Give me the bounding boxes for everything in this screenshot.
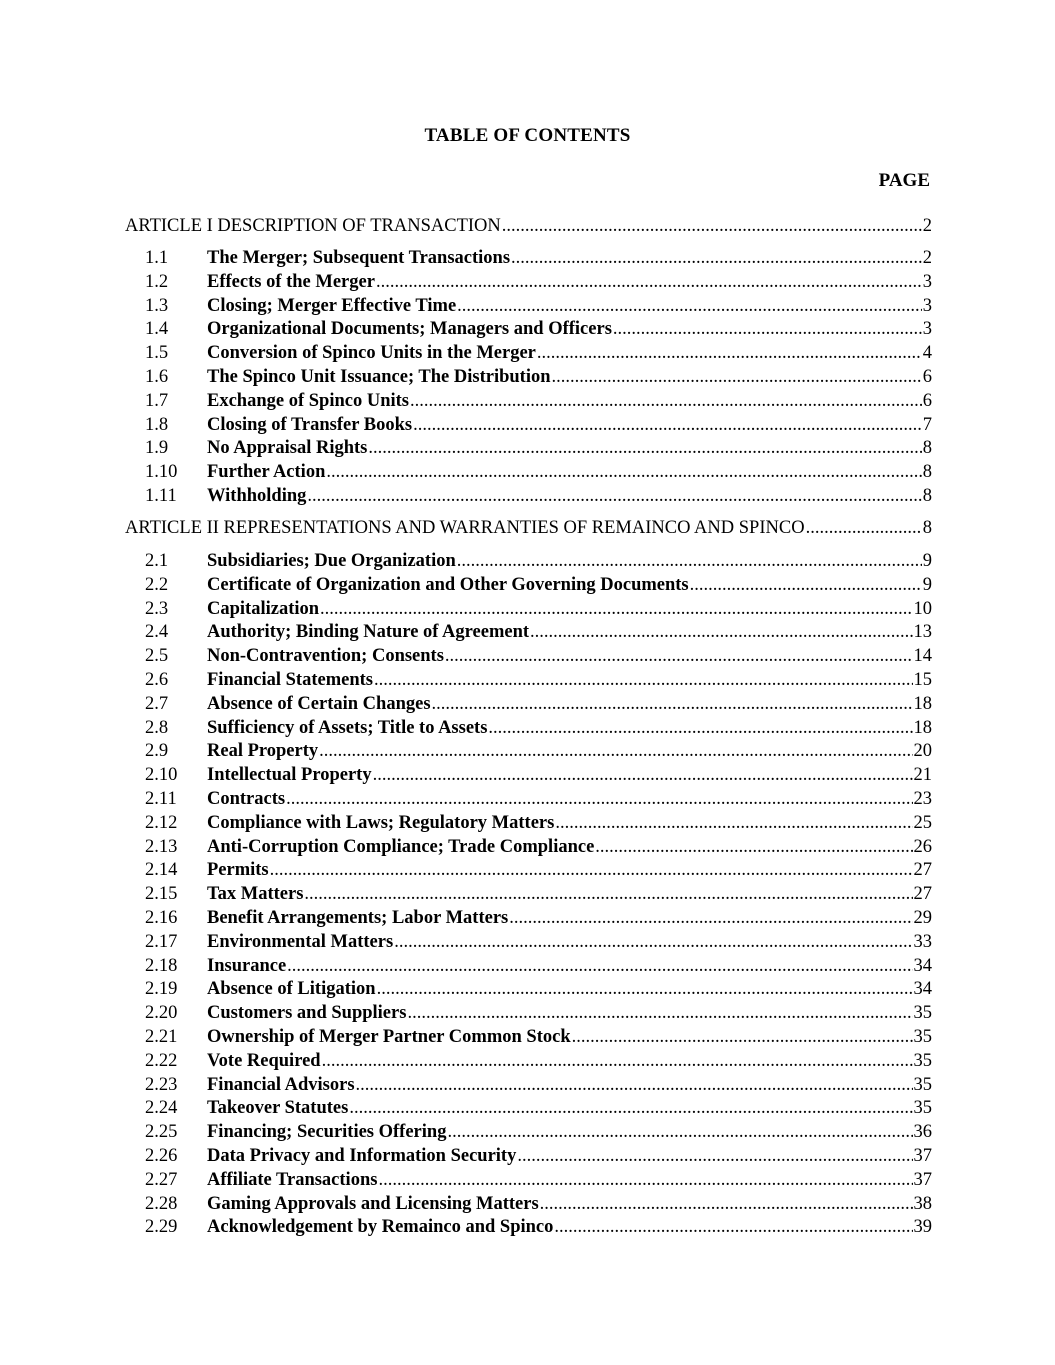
toc-section-entry[interactable] [125,811,932,835]
section-number: 2.6 [145,670,169,690]
page-number: 8 [922,462,932,483]
section-title: Data Privacy and Information Security [207,1146,517,1166]
section-title: Organizational Documents; Managers and Officers [207,319,612,340]
toc-section-entry[interactable] [125,620,932,644]
section-number: 1.3 [145,295,169,316]
page-number: 26 [913,836,932,857]
page-number: 9 [922,574,932,595]
page-number: 37 [913,1146,932,1166]
page-number: 33 [913,931,932,952]
toc-section-entry[interactable] [125,549,932,573]
toc-section-entry[interactable] [125,1096,932,1120]
toc-section-entry[interactable] [125,389,932,413]
dot-leader [537,341,922,365]
section-title: Certificate of Organization and Other Governing Documents [207,574,689,595]
section-title: Permits [207,860,269,881]
toc-section-entry[interactable] [125,668,932,692]
dot-leader [445,644,913,668]
toc-section-entry[interactable] [125,1144,932,1168]
section-number: 1.2 [145,271,169,292]
dot-leader [378,1168,912,1192]
dot-leader [690,573,922,597]
section-number: 2.10 [145,765,178,786]
section-number: 2.14 [145,860,178,881]
page-number: 35 [913,1003,932,1024]
page-number: 10 [913,598,932,619]
page-number: 35 [913,1074,932,1095]
section-title: Closing of Transfer Books [207,414,413,435]
dot-leader [374,668,913,692]
page-number: 23 [913,789,932,809]
dot-leader [530,620,912,644]
dot-leader [552,365,922,389]
section-title: Non-Contravention; Consents [207,646,444,667]
section-title: Tax Matters [207,884,304,905]
section-title: Affiliate Transactions [207,1169,378,1190]
toc-section-entry[interactable] [125,1025,932,1049]
dot-leader [320,597,912,621]
section-number: 2.2 [145,574,169,595]
page-number: 7 [922,414,932,435]
page-number: 3 [922,295,932,316]
page-number: 4 [922,343,932,364]
page-number: 34 [913,955,932,976]
section-title: Compliance with Laws; Regulatory Matters [207,812,555,833]
dot-leader [410,389,922,413]
section-title: Conversion of Spinco Units in the Merger [207,343,536,364]
section-title: Sufficiency of Assets; Title to Assets [207,717,488,738]
page-number: 13 [913,622,932,643]
toc-section-entry[interactable] [125,1168,932,1192]
dot-leader [287,954,912,978]
toc-heading: TABLE OF CONTENTS [424,125,631,146]
dot-leader [432,692,913,716]
section-title: Contracts [207,789,286,809]
dot-leader [613,317,922,341]
section-title: Benefit Arrangements; Labor Matters [207,908,509,928]
dot-leader [270,858,913,882]
section-title: Environmental Matters [207,931,394,952]
section-number: 1.5 [145,343,169,364]
section-number: 1.11 [145,486,177,506]
section-title: No Appraisal Rights [207,438,368,459]
section-number: 2.19 [145,979,178,1000]
toc-section-entry[interactable] [125,1001,932,1025]
section-number: 2.18 [145,955,178,976]
dot-leader [554,1215,912,1239]
toc-article-entry[interactable] [125,516,932,540]
section-title: Real Property [207,741,319,762]
dot-leader [806,516,922,540]
dot-leader [540,1192,913,1216]
page-number: 3 [922,319,932,340]
toc-section-entry[interactable] [125,484,932,508]
toc-section-entry[interactable] [125,954,932,978]
toc-section-entry[interactable] [125,1049,932,1073]
section-number: 2.22 [145,1050,178,1071]
toc-section-entry[interactable] [125,930,932,954]
section-number: 2.12 [145,812,178,833]
section-number: 2.17 [145,931,178,952]
section-number: 2.27 [145,1169,178,1190]
page-number: 29 [913,908,932,928]
section-title: Insurance [207,955,287,976]
section-number: 2.28 [145,1193,178,1214]
dot-leader [511,246,922,270]
section-title: Exchange of Spinco Units [207,390,409,411]
section-number: 1.6 [145,367,169,387]
dot-leader [376,270,922,294]
section-title: Anti-Corruption Compliance; Trade Compliance [207,836,595,857]
section-title: Takeover Statutes [207,1098,349,1119]
toc-section-entry[interactable] [125,763,932,787]
dot-leader [447,1120,912,1144]
dot-leader [509,906,912,930]
section-number: 2.29 [145,1217,178,1238]
page-number: 20 [913,741,932,762]
toc-section-entry[interactable] [125,1073,932,1097]
page-number: 9 [922,551,932,571]
dot-leader [307,484,921,508]
dot-leader [572,1025,913,1049]
toc-section-entry[interactable] [125,460,932,484]
page-number: 2 [922,216,932,236]
dot-leader [304,882,912,906]
section-title: Absence of Litigation [207,979,376,1000]
section-number: 2.26 [145,1146,178,1166]
dot-leader [368,436,921,460]
section-number: 1.4 [145,319,169,340]
page-number: 36 [913,1122,932,1143]
section-title: Customers and Suppliers [207,1003,407,1024]
section-title: The Merger; Subsequent Transactions [207,248,511,268]
toc-section-entry[interactable] [125,716,932,740]
section-title: Withholding [207,486,307,506]
section-title: Further Action [207,462,326,483]
toc-section-entry[interactable] [125,739,932,763]
section-number: 2.13 [145,836,178,857]
section-number: 2.8 [145,717,169,738]
dot-leader [413,413,922,437]
page-column-header: PAGE [878,170,930,191]
section-number: 2.5 [145,646,169,667]
page-number: 35 [913,1027,932,1047]
section-number: 2.16 [145,908,178,928]
page-number: 8 [922,518,932,538]
toc-section-entry[interactable] [125,835,932,859]
page-number: 15 [913,670,932,690]
page-number: 8 [922,438,932,459]
page-number: 8 [922,486,932,506]
section-title: Intellectual Property [207,765,372,786]
dot-leader [517,1144,912,1168]
toc-section-entry[interactable] [125,882,932,906]
dot-leader [356,1073,913,1097]
page-number: 21 [913,765,932,786]
toc-section-entry[interactable] [125,597,932,621]
dot-leader [319,739,912,763]
section-number: 1.10 [145,462,178,483]
section-title: Gaming Approvals and Licensing Matters [207,1193,539,1214]
toc-section-entry[interactable] [125,906,932,930]
toc-section-entry[interactable] [125,1192,932,1216]
section-title: Capitalization [207,598,320,619]
toc-section-entry[interactable] [125,270,932,294]
toc-section-entry[interactable] [125,977,932,1001]
section-number: 1.7 [145,390,169,411]
section-number: 2.9 [145,741,169,762]
section-number: 2.24 [145,1098,178,1119]
section-number: 2.25 [145,1122,178,1143]
page-number: 35 [913,1050,932,1071]
page-number: 27 [913,860,932,881]
toc-section-entry[interactable] [125,573,932,597]
page-number: 2 [922,248,932,268]
page-number: 6 [922,367,932,387]
toc-section-entry[interactable] [125,787,932,811]
toc-article-entry[interactable] [125,214,932,238]
page-number: 18 [913,693,932,714]
section-title: Closing; Merger Effective Time [207,295,457,316]
section-number: 1.8 [145,414,169,435]
section-title: Subsidiaries; Due Organization [207,551,456,571]
section-title: The Spinco Unit Issuance; The Distribution [207,367,551,387]
section-number: 2.15 [145,884,178,905]
section-number: 2.3 [145,598,169,619]
dot-leader [488,716,912,740]
dot-leader [373,763,913,787]
dot-leader [286,787,912,811]
dot-leader [502,214,922,238]
toc-section-entry[interactable] [125,246,932,270]
article-title: ARTICLE II REPRESENTATIONS AND WARRANTIES OF REMAINCO AND SPINCO [125,518,805,538]
dot-leader [349,1096,912,1120]
page-number: 6 [922,390,932,411]
page-number: 14 [913,646,932,667]
toc-section-entry[interactable] [125,436,932,460]
toc-section-entry[interactable] [125,1120,932,1144]
page-number: 35 [913,1098,932,1119]
section-number: 1.9 [145,438,169,459]
page-number: 39 [913,1217,932,1238]
toc-section-entry[interactable] [125,1215,932,1239]
dot-leader [555,811,912,835]
dot-leader [595,835,912,859]
section-number: 1.1 [145,248,169,268]
page-number: 34 [913,979,932,1000]
toc-section-entry[interactable] [125,413,932,437]
toc-section-entry[interactable] [125,644,932,668]
section-title: Effects of the Merger [207,271,375,292]
section-title: Absence of Certain Changes [207,693,431,714]
page-number: 37 [913,1169,932,1190]
dot-leader [457,294,922,318]
toc-section-entry[interactable] [125,317,932,341]
page-number: 18 [913,717,932,738]
dot-leader [326,460,921,484]
dot-leader [407,1001,912,1025]
section-title: Financing; Securities Offering [207,1122,447,1143]
section-title: Financial Statements [207,670,373,690]
article-title: ARTICLE I DESCRIPTION OF TRANSACTION [125,216,501,236]
section-title: Vote Required [207,1050,321,1071]
dot-leader [457,549,922,573]
section-title: Financial Advisors [207,1074,355,1095]
dot-leader [394,930,912,954]
section-number: 2.4 [145,622,169,643]
dot-leader [322,1049,913,1073]
section-title: Authority; Binding Nature of Agreement [207,622,530,643]
page-number: 25 [913,812,932,833]
page-number: 3 [922,271,932,292]
section-title: Ownership of Merger Partner Common Stock [207,1027,571,1047]
section-number: 2.23 [145,1074,178,1095]
section-number: 2.21 [145,1027,178,1047]
section-number: 2.7 [145,693,169,714]
toc-section-entry[interactable] [125,858,932,882]
section-number: 2.1 [145,551,169,571]
toc-section-entry[interactable] [125,365,932,389]
toc-section-entry[interactable] [125,341,932,365]
toc-section-entry[interactable] [125,692,932,716]
page-number: 38 [913,1193,932,1214]
page-number: 27 [913,884,932,905]
dot-leader [377,977,913,1001]
section-number: 2.20 [145,1003,178,1024]
toc-section-entry[interactable] [125,294,932,318]
section-title: Acknowledgement by Remainco and Spinco [207,1217,554,1238]
section-number: 2.11 [145,789,177,809]
